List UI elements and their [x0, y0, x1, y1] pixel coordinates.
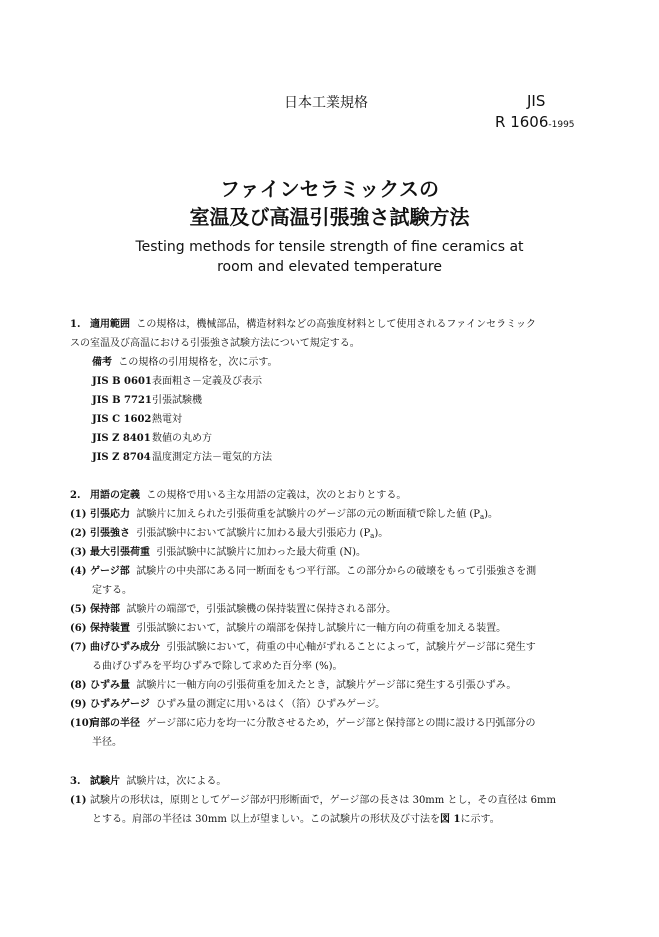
definition-text: 試験片に一軸方向の引張荷重を加えたとき，試験片ゲージ部に発生する引張ひずみ。: [136, 680, 517, 691]
header-std-number: [495, 113, 575, 131]
definition-text: 引張試験において，荷重の中心軸がずれることによって，試験片ゲージ部に発生す: [166, 642, 536, 653]
definition-continuation: 定する。: [92, 585, 132, 596]
definition-text: 試験片の端部で，引張試験機の保持装置に保持される部分。: [126, 604, 397, 615]
reference-code: JIS B 0601: [92, 376, 152, 387]
definition-item: [70, 565, 536, 579]
definition-term: 引張応力: [90, 509, 130, 520]
section-3-item-line1: [70, 794, 556, 808]
reference-title: 数値の丸め方: [152, 433, 212, 444]
definition-term: ゲージ部: [90, 566, 130, 577]
definition-continuation: る曲げひずみを平均ひずみで除して求めた百分率 (%)。: [92, 661, 343, 672]
section-1-text1: この規格は，機械部品，構造材料などの高強度材料として使用されるファインセラミック: [136, 319, 536, 330]
section-2-intro: この規格で用いる主な用語の定義は，次のとおりとする。: [146, 490, 407, 501]
definition-num: (4): [70, 566, 87, 577]
definition-tail: )。: [374, 528, 389, 539]
definition-term: 保持装置: [90, 623, 130, 634]
section-2-heading: 用語の定義: [90, 490, 140, 501]
section-1-line2: スの室温及び高温における引張強さ試験方法について規定する。: [70, 338, 360, 349]
reference-code: JIS B 7721: [92, 395, 152, 406]
section-2-num: 2.: [70, 490, 81, 501]
definition-item: [70, 622, 506, 636]
definition-term: ひずみ量: [90, 680, 130, 691]
section-3-heading: 試験片: [90, 776, 120, 787]
figure-reference: 図 1: [440, 814, 461, 825]
definition-num: (7): [70, 642, 87, 653]
definition-text: 引張試験中において試験片に加わる最大引張応力 (P: [136, 528, 371, 539]
definition-item: [70, 698, 385, 712]
definition-term: 引張強さ: [90, 528, 130, 539]
section-1-line1: [70, 318, 536, 332]
section-3-item-text2a: とする。肩部の半径は 30mm 以上が望ましい。この試験片の形状及び寸法を: [92, 814, 441, 825]
definition-text: 試験片の中央部にある同一断面をもつ平行部。この部分からの破壊をもって引張強さを測: [136, 566, 537, 577]
section-2-heading-line: [70, 489, 406, 503]
definition-text: 試験片に加えられた引張荷重を試験片のゲージ部の元の断面積で除した値 (P: [136, 509, 480, 520]
std-year: -1995: [548, 120, 575, 130]
section-1-remark: [92, 356, 278, 370]
reference-title: 表面粗さ－定義及び表示: [152, 376, 262, 387]
section-3-num: 3.: [70, 776, 81, 787]
definition-num: (5): [70, 604, 87, 615]
definition-item: [70, 508, 498, 524]
section-3-intro: 試験片は，次による。: [126, 776, 227, 787]
section-1-heading: 適用範囲: [90, 319, 130, 330]
definition-text: ゲージ部に応力を均一に分散させるため，ゲージ部と保持部との間に設ける円弧部分の: [146, 718, 536, 729]
reference-item: [92, 413, 182, 427]
section-3-heading-line: [70, 775, 226, 789]
reference-item: [92, 394, 202, 408]
reference-item: [92, 375, 262, 389]
reference-code: JIS Z 8704: [92, 452, 151, 463]
title-ja-line1: ファインセラミックスの: [220, 177, 439, 201]
remark-label: 備考: [92, 357, 112, 368]
definition-term: 保持部: [90, 604, 120, 615]
section-3-item-text1: 試験片の形状は，原則としてゲージ部が円形断面で，ゲージ部の長さは 30mm とし，その直径は 6mm: [90, 795, 556, 806]
title-en-line2: room and elevated temperature: [217, 259, 442, 275]
definition-continuation: 半径。: [92, 737, 122, 748]
definition-text: 引張試験中に試験片に加わった最大荷重 (N)。: [156, 547, 366, 558]
reference-title: 温度測定方法－電気的方法: [152, 452, 272, 463]
section-3-item-num: (1): [70, 795, 87, 806]
definition-sub: a: [370, 532, 375, 540]
reference-code: JIS Z 8401: [92, 433, 151, 444]
definition-text: ひずみ量の測定に用いるはく（箔）ひずみゲージ。: [156, 699, 386, 710]
reference-item: [92, 432, 212, 446]
remark-text: この規格の引用規格を，次に示す。: [118, 357, 278, 368]
title-en-line1: Testing methods for tensile strength of fine ceramics at: [135, 239, 524, 255]
definition-item: [70, 679, 516, 693]
definition-item: [70, 641, 536, 655]
section-3-item-text2b: に示す。: [460, 814, 500, 825]
definition-term: 肩部の半径: [90, 718, 140, 729]
std-number: R 1606: [495, 113, 549, 131]
definition-text: 引張試験において，試験片の端部を保持し試験片に一軸方向の荷重を加える装置。: [136, 623, 507, 634]
definition-term: 最大引張荷重: [90, 547, 150, 558]
definition-term: 曲げひずみ成分: [90, 642, 160, 653]
definition-item: [70, 603, 396, 617]
definition-num: (8): [70, 680, 87, 691]
definition-num: (3): [70, 547, 87, 558]
definition-num: (9): [70, 699, 87, 710]
definition-sub: a: [479, 513, 485, 521]
definition-num: (10): [70, 718, 94, 729]
definition-item: [70, 546, 366, 560]
reference-title: 熱電対: [152, 414, 182, 425]
reference-title: 引張試験機: [152, 395, 202, 406]
definition-num: (6): [70, 623, 87, 634]
reference-code: JIS C 1602: [92, 414, 152, 425]
definition-term: ひずみゲージ: [90, 699, 150, 710]
header-std-prefix: JIS: [527, 92, 546, 110]
definition-num: (1): [70, 509, 87, 520]
section-1-num: 1.: [70, 319, 81, 330]
title-ja-line2: 室温及び高温引張強さ試験方法: [189, 205, 470, 229]
header-org: 日本工業規格: [284, 95, 368, 111]
definition-item: [70, 717, 536, 731]
definition-num: (2): [70, 528, 87, 539]
section-3-item-line2: [92, 813, 500, 827]
definition-item: [70, 527, 388, 543]
definition-tail: )。: [484, 509, 499, 520]
reference-item: [92, 451, 272, 465]
